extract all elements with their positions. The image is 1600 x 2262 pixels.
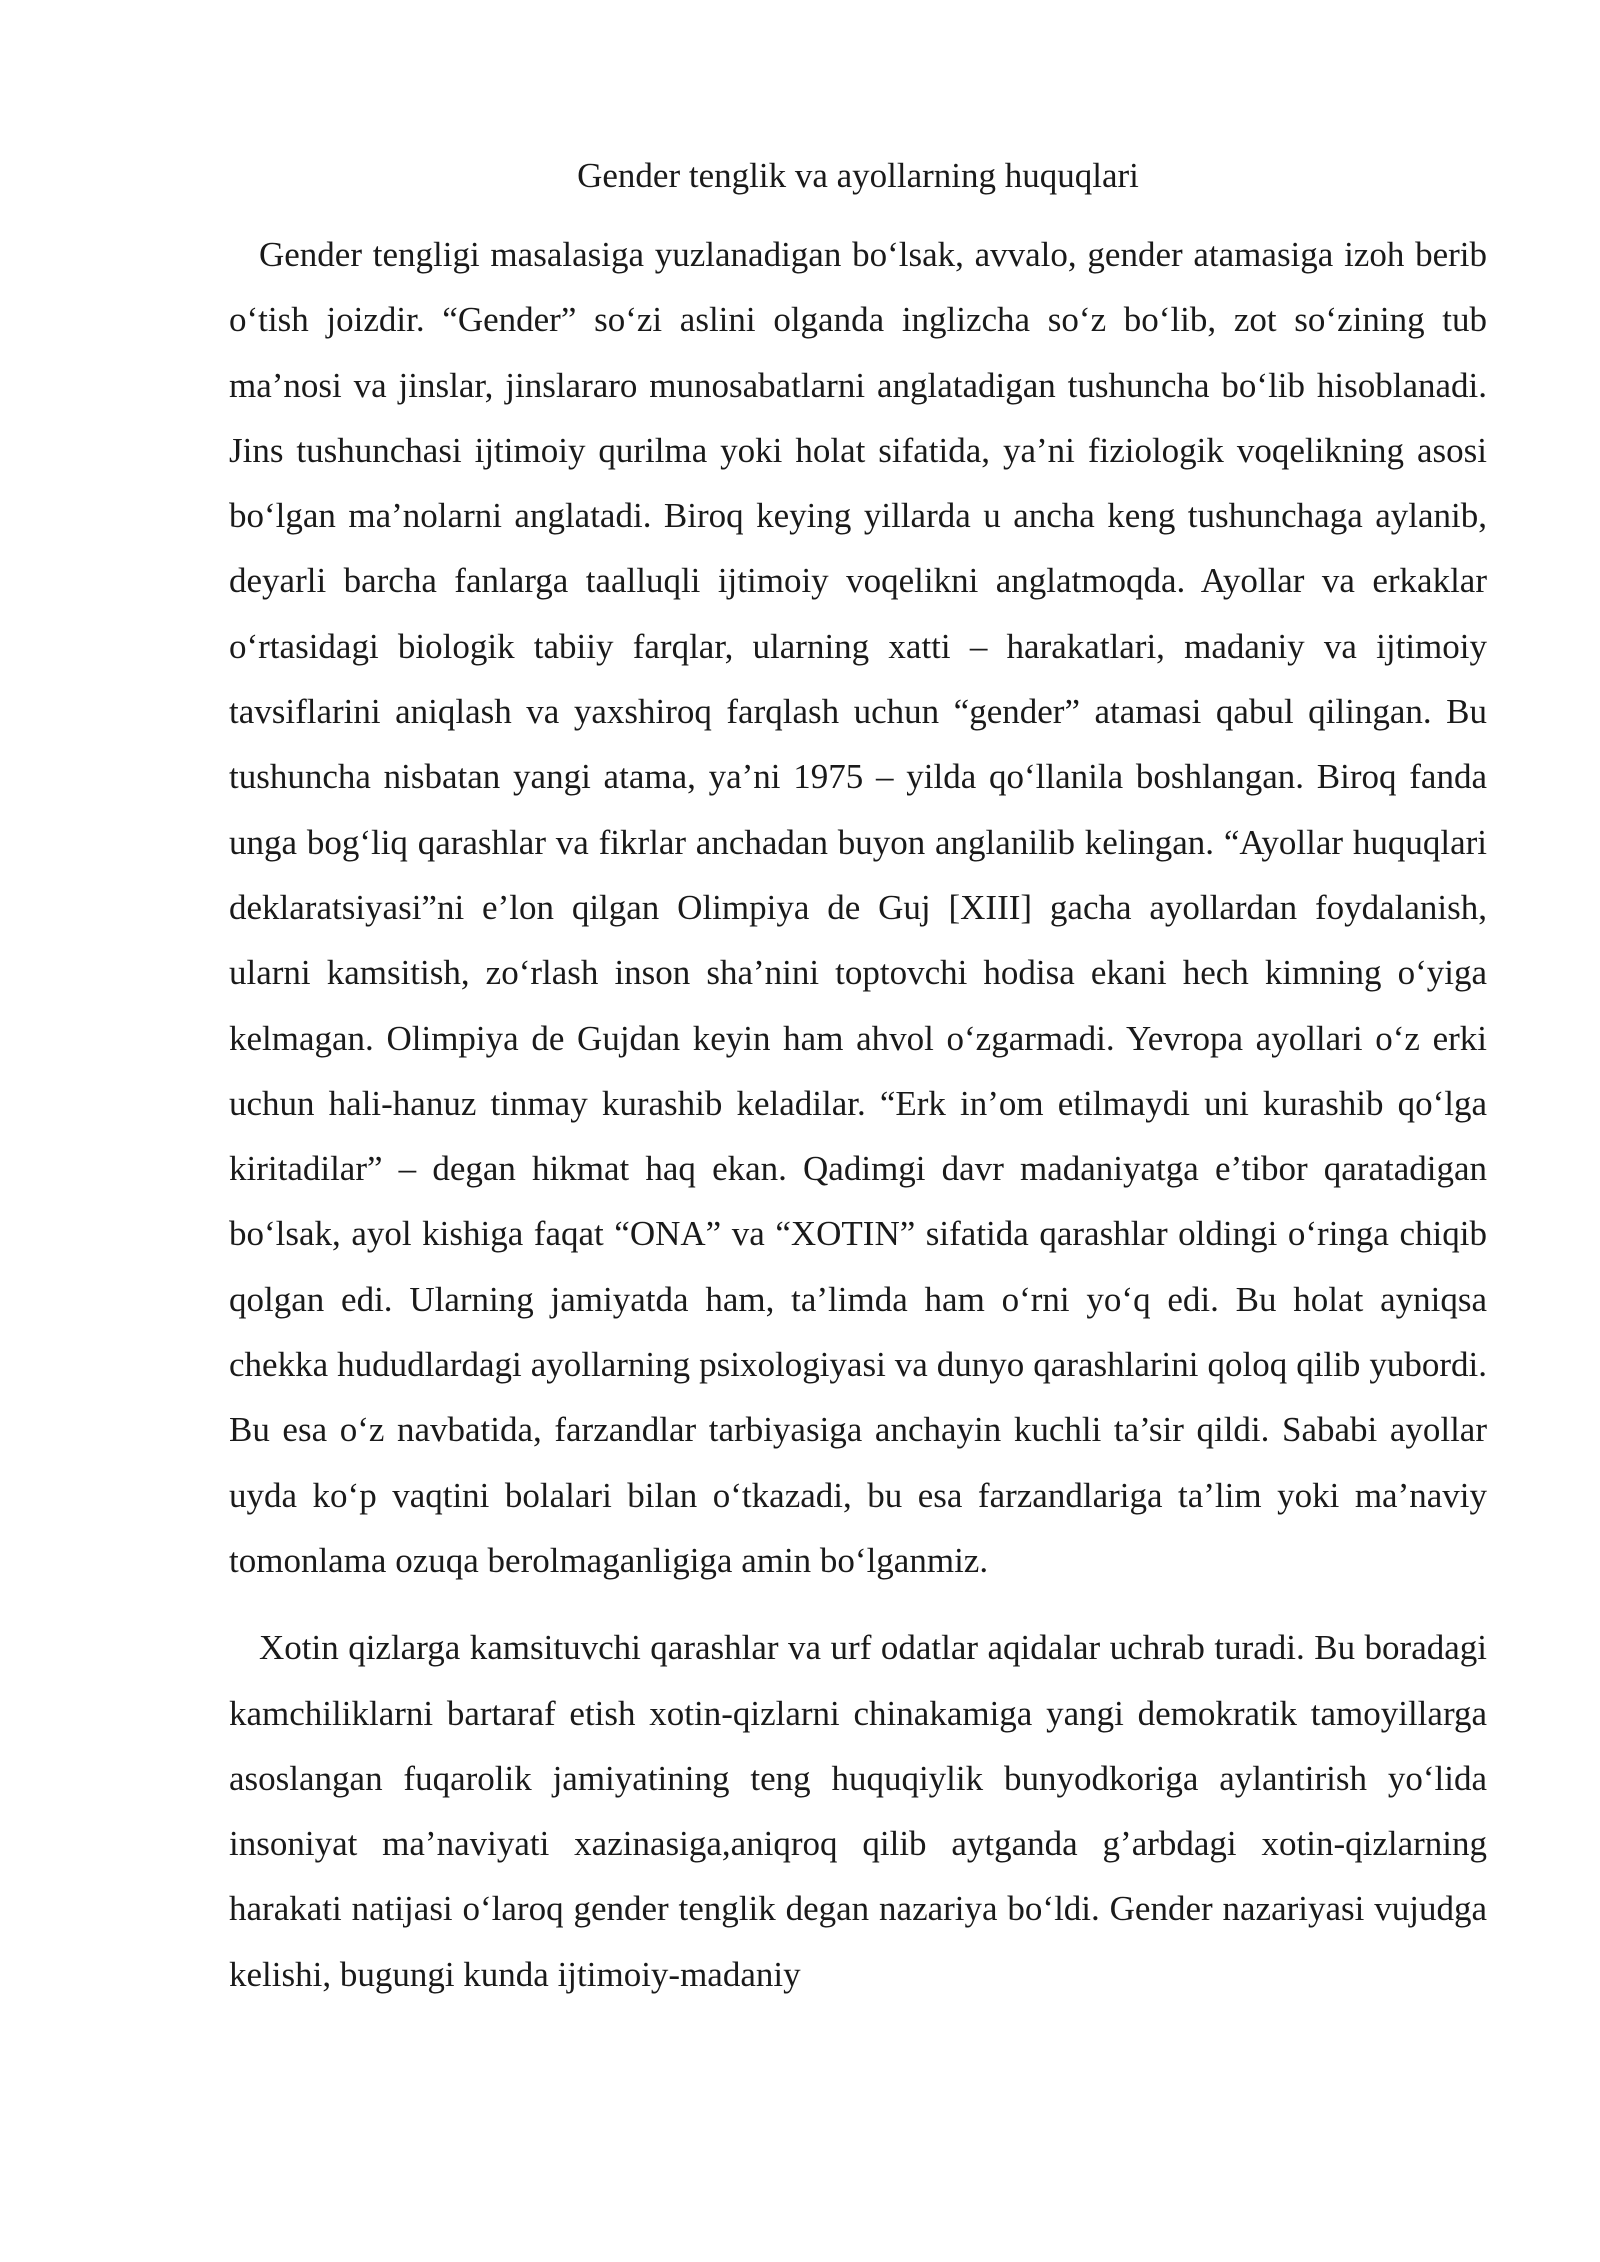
document-body xyxy=(229,150,1487,2029)
paragraph-2: Xotin qizlarga kamsituvchi qarashlar va urf odatlar aqidalar uchrab turadi. Bu boradagi kamchiliklarni bartaraf etish xotin-qizlarni chinakamiga yangi demokratik tamoyillarga asoslangan fuqarolik jamiyatining teng huquqiylik bunyodkoriga aylantirish yo‘lida insoniyat ma’naviyati xazinasiga,aniqroq qilib aytganda g’arbdagi xotin-qizlarning harakati natijasi o‘laroq gender tenglik degan nazariya bo‘ldi. Gender nazariyasi vujudga kelishi, bugungi kunda ijtimoiy-madaniy xyxy=(229,1628,1487,1994)
document-title: Gender tenglik va ayollarning huquqlari xyxy=(577,156,1139,195)
paragraph-1: Gender tengligi masalasiga yuzlanadigan bo‘lsak, avvalo, gender atamasiga izoh berib o‘tish joizdir. “Gender” so‘zi aslini olganda inglizcha so‘z bo‘lib, zot so‘zining tub ma’nosi va jinslar, jinslararo munosabatlarni anglatadigan tushuncha bo‘lib hisoblanadi. Jins tushunchasi ijtimoiy qurilma yoki holat sifatida, ya’ni fiziologik voqelikning asosi bo‘lgan ma’nolarni anglatadi. Biroq keying yillarda u ancha keng tushunchaga aylanib, deyarli barcha fanlarga taalluqli ijtimoiy voqelikni anglatmoqda. Ayollar va erkaklar o‘rtasidagi biologik tabiiy farqlar, ularning xatti – harakatlari, madaniy va ijtimoiy tavsiflarini aniqlash va yaxshiroq farqlash uchun “gender” atamasi qabul qilingan. Bu tushuncha nisbatan yangi atama, ya’ni 1975 – yilda qo‘llanila boshlangan. Biroq fanda unga bog‘liq qarashlar va fikrlar anchadan buyon anglanilib kelingan. “Ayollar huquqlari deklaratsiyasi”ni e’lon qilgan Olimpiya de Guj [XIII] gacha ayollardan foydalanish, ularni kamsitish, zo‘rlash inson sha’nini toptovchi hodisa ekani hech kimning o‘yiga kelmagan. Olimpiya de Gujdan keyin ham ahvol o‘zgarmadi. Yevropa ayollari o‘z erki uchun hali-hanuz tinmay kurashib keladilar. “Erk in’om etilmaydi uni kurashib qo‘lga kiritadilar” – degan hikmat haq ekan. Qadimgi davr madaniyatga e’tibor qaratadigan bo‘lsak, ayol kishiga faqat “ONA” va “XOTIN” sifatida qarashlar oldingi o‘ringa chiqib qolgan edi. Ularning jamiyatda ham, ta’limda ham o‘rni yo‘q edi. Bu holat ayniqsa chekka hududlardagi ayollarning psixologiyasi va dunyo qarashlarini qoloq qilib yubordi. Bu esa o‘z navbatida, farzandlar tarbiyasiga anchayin kuchli ta’sir qildi. Sababi ayollar uyda ko‘p vaqtini bolalari bilan o‘tkazadi, bu esa farzandlariga ta’lim yoki ma’naviy tomonlama ozuqa berolmaganligiga amin bo‘lganmiz. xyxy=(229,235,1487,1580)
